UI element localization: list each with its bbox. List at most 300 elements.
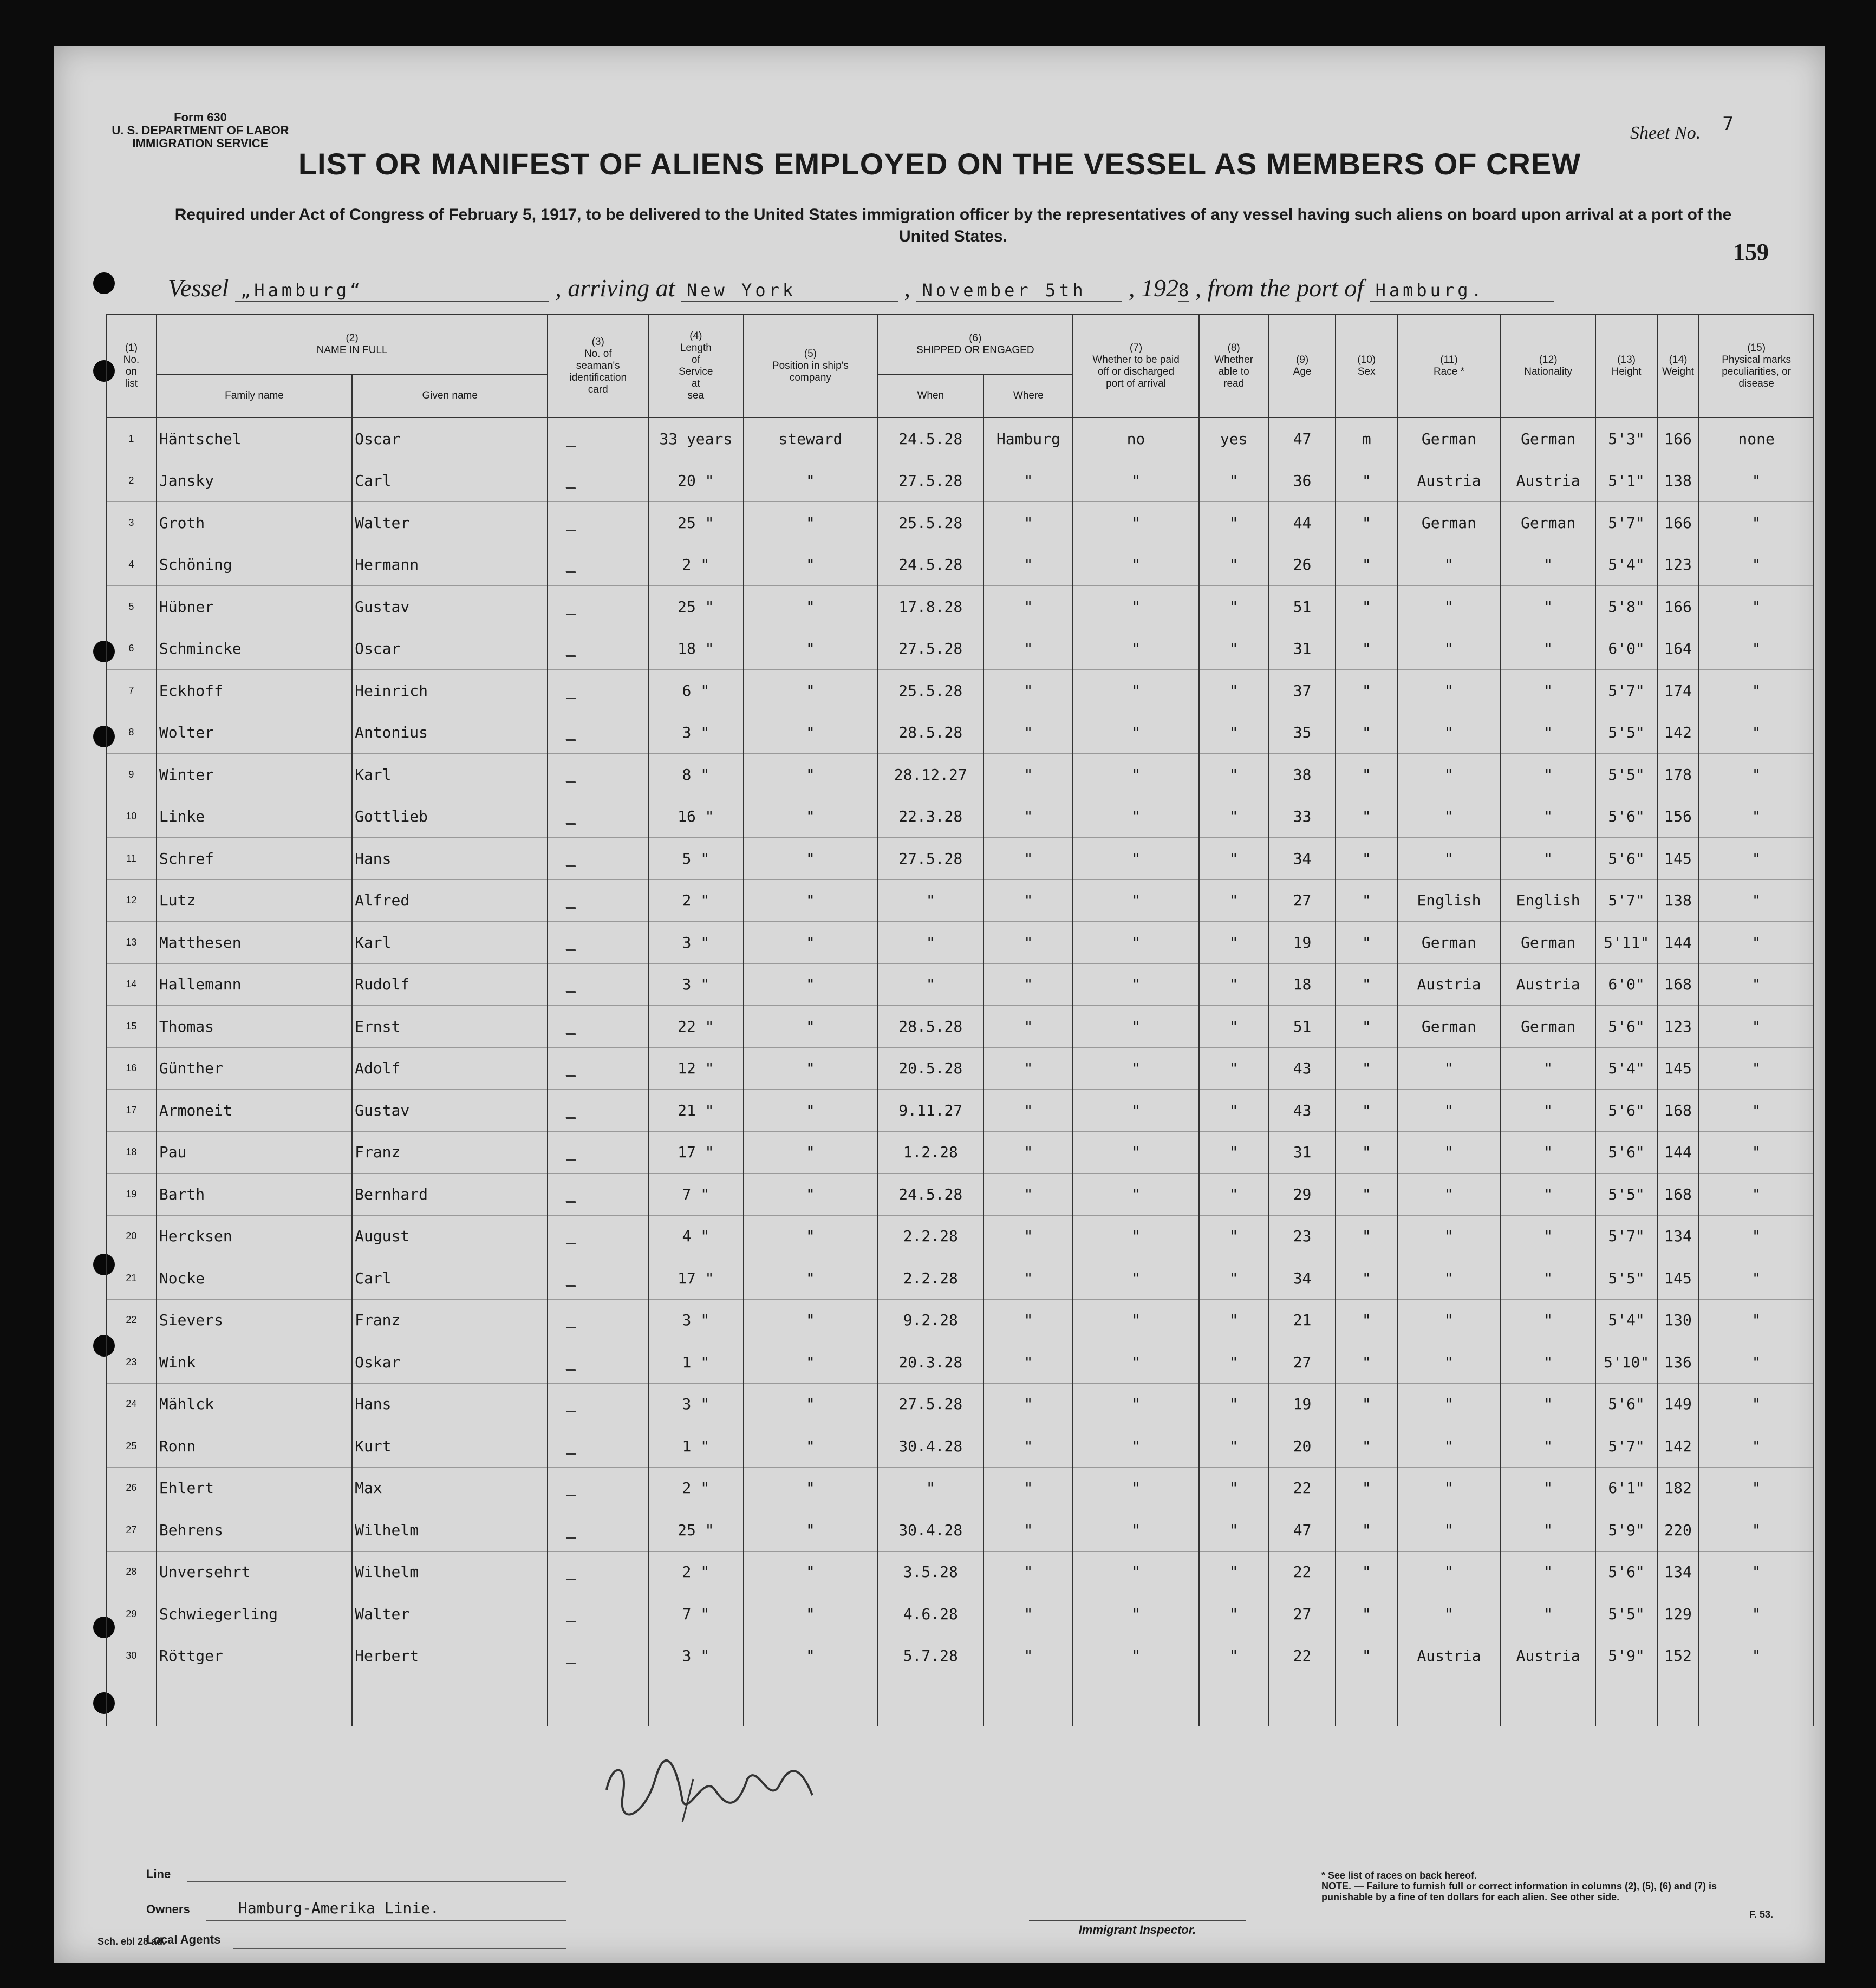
able-to-read-cell: ": [1199, 1090, 1269, 1132]
engaged-when-cell: 24.5.28: [877, 418, 983, 460]
race-cell: ": [1397, 838, 1501, 880]
footnotes: [1321, 1870, 1744, 1902]
length-of-service-cell: 2 ": [648, 544, 743, 586]
paid-off-cell: ": [1073, 1341, 1198, 1384]
given-name-cell: Gustav: [352, 1090, 548, 1132]
table-row: [106, 1425, 1814, 1468]
checkmark-icon: [560, 1223, 636, 1245]
race-cell: ": [1397, 1467, 1501, 1509]
able-to-read-cell: ": [1199, 1593, 1269, 1635]
race-cell: ": [1397, 796, 1501, 838]
weight-cell: 142: [1657, 712, 1699, 754]
engaged-where-cell: ": [983, 1090, 1073, 1132]
table-row: [106, 1174, 1814, 1216]
page-title: LIST OR MANIFEST OF ALIENS EMPLOYED ON THE VESSEL AS MEMBERS OF CREW: [298, 147, 1581, 181]
race-cell: ": [1397, 586, 1501, 628]
weight-cell: 138: [1657, 460, 1699, 502]
nationality-cell: German: [1501, 922, 1595, 964]
checkmark-icon: [560, 972, 636, 993]
agents-rule: [233, 1948, 566, 1949]
row-number-cell: 24: [106, 1383, 157, 1425]
engaged-where-cell: ": [983, 1047, 1073, 1090]
able-to-read-cell: ": [1199, 1551, 1269, 1593]
length-of-service-cell: 33 years: [648, 418, 743, 460]
id-card-check-cell: [548, 1047, 648, 1090]
age-cell: 43: [1269, 1047, 1336, 1090]
engaged-where-cell: ": [983, 1299, 1073, 1341]
height-cell: 5'6": [1595, 1131, 1657, 1174]
blank-cell: [1073, 1677, 1198, 1726]
paid-off-cell: ": [1073, 586, 1198, 628]
checkmark-icon: [560, 678, 636, 700]
engaged-when-cell: 4.6.28: [877, 1593, 983, 1635]
sex-cell: ": [1336, 1174, 1397, 1216]
engaged-where-cell: ": [983, 1006, 1073, 1048]
penalty-note: NOTE. — Failure to furnish full or correct information in columns (2), (5), (6) and (7) is punishable by a fine of ten dollars for each alien. See other side.: [1321, 1881, 1717, 1902]
engaged-where-cell: ": [983, 1131, 1073, 1174]
able-to-read-cell: ": [1199, 1383, 1269, 1425]
given-name-cell: Kurt: [352, 1425, 548, 1468]
nationality-cell: English: [1501, 879, 1595, 922]
checkmark-icon: [560, 846, 636, 868]
able-to-read-cell: ": [1199, 586, 1269, 628]
checkmark-icon: [560, 1307, 636, 1329]
paid-off-cell: ": [1073, 1635, 1198, 1677]
physical-marks-cell: ": [1699, 1593, 1814, 1635]
nationality-cell: ": [1501, 1551, 1595, 1593]
able-to-read-cell: ": [1199, 1635, 1269, 1677]
ship-position-cell: ": [744, 1257, 878, 1300]
race-cell: ": [1397, 1299, 1501, 1341]
engaged-where-cell: ": [983, 670, 1073, 712]
family-name-cell: Schref: [157, 838, 352, 880]
height-cell: 5'3": [1595, 418, 1657, 460]
length-of-service-cell: 17 ": [648, 1131, 743, 1174]
sex-cell: ": [1336, 879, 1397, 922]
checkmark-icon: [560, 930, 636, 951]
nationality-cell: ": [1501, 1593, 1595, 1635]
col-shipped-title: SHIPPED OR ENGAGED: [916, 344, 1034, 356]
local-agents-label: Local Agents: [146, 1933, 221, 1946]
given-name-cell: Carl: [352, 460, 548, 502]
checkmark-icon: [560, 1391, 636, 1413]
weight-cell: 178: [1657, 754, 1699, 796]
race-cell: German: [1397, 502, 1501, 544]
given-name-cell: Ernst: [352, 1006, 548, 1048]
blank-cell: [983, 1677, 1073, 1726]
sex-cell: ": [1336, 963, 1397, 1006]
physical-marks-cell: ": [1699, 1174, 1814, 1216]
table-row: [106, 670, 1814, 712]
col-name-title: NAME IN FULL: [316, 344, 388, 356]
ship-position-cell: ": [744, 1509, 878, 1552]
sex-cell: ": [1336, 1383, 1397, 1425]
paid-off-cell: ": [1073, 1299, 1198, 1341]
blank-cell: [1657, 1677, 1699, 1726]
table-row: [106, 1551, 1814, 1593]
engaged-where-cell: ": [983, 1257, 1073, 1300]
race-cell: ": [1397, 1425, 1501, 1468]
family-name-cell: Behrens: [157, 1509, 352, 1552]
id-card-check-cell: [548, 1635, 648, 1677]
row-number-cell: 9: [106, 754, 157, 796]
table-row: [106, 712, 1814, 754]
length-of-service-cell: 17 ": [648, 1257, 743, 1300]
weight-cell: 145: [1657, 838, 1699, 880]
nationality-cell: ": [1501, 1174, 1595, 1216]
blank-cell: [744, 1677, 878, 1726]
able-to-read-cell: ": [1199, 1467, 1269, 1509]
sex-cell: ": [1336, 796, 1397, 838]
physical-marks-cell: ": [1699, 1341, 1814, 1384]
col-name-number: (2): [346, 333, 359, 344]
id-card-check-cell: [548, 1299, 648, 1341]
id-card-check-cell: [548, 1509, 648, 1552]
age-cell: 23: [1269, 1215, 1336, 1257]
given-name-cell: August: [352, 1215, 548, 1257]
blank-cell: [1336, 1677, 1397, 1726]
race-cell: ": [1397, 1551, 1501, 1593]
row-number-cell: 14: [106, 963, 157, 1006]
sex-cell: ": [1336, 1467, 1397, 1509]
nationality-cell: ": [1501, 1215, 1595, 1257]
length-of-service-cell: 6 ": [648, 670, 743, 712]
blank-cell: [352, 1677, 548, 1726]
col-service-header: (4) Length of Service at sea: [648, 315, 743, 418]
family-name-cell: Matthesen: [157, 922, 352, 964]
sex-cell: ": [1336, 1257, 1397, 1300]
nationality-cell: ": [1501, 1299, 1595, 1341]
table-row: [106, 879, 1814, 922]
table-row: [106, 1383, 1814, 1425]
engaged-when-cell: 30.4.28: [877, 1509, 983, 1552]
length-of-service-cell: 1 ": [648, 1341, 743, 1384]
age-cell: 47: [1269, 418, 1336, 460]
height-cell: 5'6": [1595, 796, 1657, 838]
checkmark-icon: [560, 1266, 636, 1287]
weight-cell: 220: [1657, 1509, 1699, 1552]
col-age-header: (9) Age: [1269, 315, 1336, 418]
able-to-read-cell: ": [1199, 879, 1269, 922]
id-card-check-cell: [548, 963, 648, 1006]
age-cell: 19: [1269, 922, 1336, 964]
height-cell: 5'6": [1595, 1383, 1657, 1425]
row-number-cell: 25: [106, 1425, 157, 1468]
id-card-check-cell: [548, 670, 648, 712]
paid-off-cell: ": [1073, 1131, 1198, 1174]
checkmark-icon: [560, 1139, 636, 1161]
row-number-cell: 22: [106, 1299, 157, 1341]
given-name-cell: Karl: [352, 922, 548, 964]
given-name-cell: Oscar: [352, 418, 548, 460]
table-row: [106, 1090, 1814, 1132]
race-cell: Austria: [1397, 460, 1501, 502]
age-cell: 21: [1269, 1299, 1336, 1341]
weight-cell: 166: [1657, 586, 1699, 628]
height-cell: 5'1": [1595, 460, 1657, 502]
ship-position-cell: ": [744, 1006, 878, 1048]
given-name-cell: Alfred: [352, 879, 548, 922]
nationality-cell: ": [1501, 1047, 1595, 1090]
race-cell: ": [1397, 1174, 1501, 1216]
id-card-check-cell: [548, 879, 648, 922]
sex-cell: ": [1336, 1341, 1397, 1384]
length-of-service-cell: 3 ": [648, 1635, 743, 1677]
length-of-service-cell: 3 ": [648, 922, 743, 964]
vessel-label: Vessel: [168, 274, 229, 302]
weight-cell: 145: [1657, 1257, 1699, 1300]
paid-off-cell: ": [1073, 1551, 1198, 1593]
table-row: [106, 1593, 1814, 1635]
sex-cell: ": [1336, 1593, 1397, 1635]
length-of-service-cell: 3 ": [648, 1383, 743, 1425]
engaged-where-cell: ": [983, 712, 1073, 754]
engaged-when-cell: 24.5.28: [877, 544, 983, 586]
age-cell: 51: [1269, 1006, 1336, 1048]
sex-cell: ": [1336, 1425, 1397, 1468]
blank-cell: [157, 1677, 352, 1726]
able-to-read-cell: yes: [1199, 418, 1269, 460]
physical-marks-cell: ": [1699, 1635, 1814, 1677]
able-to-read-cell: ": [1199, 754, 1269, 796]
ship-position-cell: ": [744, 1593, 878, 1635]
nationality-cell: ": [1501, 1341, 1595, 1384]
table-row: [106, 586, 1814, 628]
weight-cell: 168: [1657, 963, 1699, 1006]
paid-off-cell: ": [1073, 963, 1198, 1006]
length-of-service-cell: 16 ": [648, 796, 743, 838]
table-row: [106, 796, 1814, 838]
form-id-line: U. S. DEPARTMENT OF LABOR: [112, 123, 289, 137]
ship-position-cell: ": [744, 1383, 878, 1425]
weight-cell: 164: [1657, 628, 1699, 670]
weight-cell: 152: [1657, 1635, 1699, 1677]
length-of-service-cell: 25 ": [648, 1509, 743, 1552]
able-to-read-cell: ": [1199, 1257, 1269, 1300]
id-card-check-cell: [548, 1383, 648, 1425]
family-name-cell: Thomas: [157, 1006, 352, 1048]
length-of-service-cell: 25 ": [648, 502, 743, 544]
table-row: [106, 1635, 1814, 1677]
paid-off-cell: ": [1073, 922, 1198, 964]
family-name-cell: Winter: [157, 754, 352, 796]
checkmark-icon: [560, 1559, 636, 1581]
col-given-name-header: Given name: [352, 374, 548, 418]
engaged-where-cell: ": [983, 796, 1073, 838]
given-name-cell: Wilhelm: [352, 1509, 548, 1552]
col-sex-header: (10) Sex: [1336, 315, 1397, 418]
able-to-read-cell: ": [1199, 1341, 1269, 1384]
nationality-cell: ": [1501, 838, 1595, 880]
race-cell: ": [1397, 1215, 1501, 1257]
given-name-cell: Oscar: [352, 628, 548, 670]
given-name-cell: Antonius: [352, 712, 548, 754]
paid-off-cell: ": [1073, 1047, 1198, 1090]
crew-table: [106, 314, 1814, 1726]
physical-marks-cell: ": [1699, 1090, 1814, 1132]
engaged-when-cell: 25.5.28: [877, 502, 983, 544]
id-card-check-cell: [548, 586, 648, 628]
age-cell: 34: [1269, 838, 1336, 880]
ship-position-cell: ": [744, 963, 878, 1006]
paid-off-cell: ": [1073, 1006, 1198, 1048]
ship-position-cell: ": [744, 586, 878, 628]
engaged-where-cell: ": [983, 1551, 1073, 1593]
paid-off-cell: ": [1073, 879, 1198, 922]
nationality-cell: Austria: [1501, 963, 1595, 1006]
engaged-when-cell: ": [877, 963, 983, 1006]
physical-marks-cell: ": [1699, 586, 1814, 628]
age-cell: 22: [1269, 1467, 1336, 1509]
blank-cell: [877, 1677, 983, 1726]
checkmark-icon: [560, 1517, 636, 1539]
given-name-cell: Gustav: [352, 586, 548, 628]
able-to-read-cell: ": [1199, 1299, 1269, 1341]
paid-off-cell: ": [1073, 1215, 1198, 1257]
engaged-when-cell: ": [877, 1467, 983, 1509]
col-id-card-header: (3) No. of seaman's identification card: [548, 315, 648, 418]
family-name-cell: Armoneit: [157, 1090, 352, 1132]
year-value: 8: [1178, 280, 1189, 301]
sex-cell: ": [1336, 544, 1397, 586]
id-card-check-cell: [548, 1593, 648, 1635]
length-of-service-cell: 2 ": [648, 879, 743, 922]
engaged-when-cell: 22.3.28: [877, 796, 983, 838]
physical-marks-cell: ": [1699, 1047, 1814, 1090]
age-cell: 27: [1269, 1593, 1336, 1635]
given-name-cell: Franz: [352, 1131, 548, 1174]
engaged-when-cell: 25.5.28: [877, 670, 983, 712]
nationality-cell: ": [1501, 1090, 1595, 1132]
able-to-read-cell: ": [1199, 460, 1269, 502]
sex-cell: ": [1336, 1215, 1397, 1257]
able-to-read-cell: ": [1199, 796, 1269, 838]
checkmark-icon: [560, 426, 636, 448]
id-card-check-cell: [548, 1257, 648, 1300]
able-to-read-cell: ": [1199, 1509, 1269, 1552]
given-name-cell: Carl: [352, 1257, 548, 1300]
age-cell: 31: [1269, 1131, 1336, 1174]
row-number-cell: 3: [106, 502, 157, 544]
age-cell: 18: [1269, 963, 1336, 1006]
family-name-cell: Hallemann: [157, 963, 352, 1006]
form-identifier: [87, 111, 314, 150]
length-of-service-cell: 3 ": [648, 712, 743, 754]
family-name-cell: Pau: [157, 1131, 352, 1174]
row-number-cell: 18: [106, 1131, 157, 1174]
id-card-check-cell: [548, 628, 648, 670]
able-to-read-cell: ": [1199, 628, 1269, 670]
engaged-where-cell: ": [983, 1174, 1073, 1216]
ship-position-cell: ": [744, 1425, 878, 1468]
ship-position-cell: ": [744, 796, 878, 838]
able-to-read-cell: ": [1199, 838, 1269, 880]
engaged-when-cell: 20.3.28: [877, 1341, 983, 1384]
age-cell: 51: [1269, 586, 1336, 628]
arrival-date: November 5th: [916, 280, 1122, 302]
race-footnote: * See list of races on back hereof.: [1321, 1870, 1477, 1881]
height-cell: 5'4": [1595, 1047, 1657, 1090]
nationality-cell: ": [1501, 586, 1595, 628]
length-of-service-cell: 5 ": [648, 838, 743, 880]
height-cell: 5'7": [1595, 1425, 1657, 1468]
weight-cell: 166: [1657, 418, 1699, 460]
checkmark-icon: [560, 636, 636, 657]
engaged-when-cell: 1.2.28: [877, 1131, 983, 1174]
row-number-cell: 2: [106, 460, 157, 502]
engaged-where-cell: ": [983, 838, 1073, 880]
family-name-cell: Eckhoff: [157, 670, 352, 712]
row-number-cell: 7: [106, 670, 157, 712]
given-name-cell: Bernhard: [352, 1174, 548, 1216]
engaged-when-cell: 28.5.28: [877, 1006, 983, 1048]
engaged-when-cell: 27.5.28: [877, 460, 983, 502]
id-card-check-cell: [548, 1467, 648, 1509]
race-cell: ": [1397, 1090, 1501, 1132]
family-name-cell: Barth: [157, 1174, 352, 1216]
ship-position-cell: ": [744, 628, 878, 670]
row-number-cell: 10: [106, 796, 157, 838]
paid-off-cell: ": [1073, 1593, 1198, 1635]
length-of-service-cell: 22 ": [648, 1006, 743, 1048]
table-row: [106, 502, 1814, 544]
blank-cell: [1699, 1677, 1814, 1726]
from-port-label: , from the port of: [1195, 274, 1364, 302]
given-name-cell: Walter: [352, 502, 548, 544]
id-card-check-cell: [548, 1090, 648, 1132]
height-cell: 5'5": [1595, 712, 1657, 754]
engaged-where-cell: ": [983, 1341, 1073, 1384]
height-cell: 5'4": [1595, 1299, 1657, 1341]
checkmark-icon: [560, 888, 636, 909]
physical-marks-cell: ": [1699, 754, 1814, 796]
race-cell: ": [1397, 628, 1501, 670]
height-cell: 5'7": [1595, 502, 1657, 544]
row-number-cell: 11: [106, 838, 157, 880]
length-of-service-cell: 4 ": [648, 1215, 743, 1257]
engaged-where-cell: ": [983, 963, 1073, 1006]
table-row: [106, 1047, 1814, 1090]
checkmark-icon: [560, 762, 636, 784]
engaged-when-cell: 30.4.28: [877, 1425, 983, 1468]
line-label: Line: [146, 1867, 171, 1881]
weight-cell: 138: [1657, 879, 1699, 922]
physical-marks-cell: ": [1699, 1215, 1814, 1257]
id-card-check-cell: [548, 460, 648, 502]
paid-off-cell: ": [1073, 1509, 1198, 1552]
family-name-cell: Mählck: [157, 1383, 352, 1425]
weight-cell: 168: [1657, 1174, 1699, 1216]
blank-cell: [1595, 1677, 1657, 1726]
id-card-check-cell: [548, 712, 648, 754]
length-of-service-cell: 3 ": [648, 963, 743, 1006]
weight-cell: 145: [1657, 1047, 1699, 1090]
height-cell: 5'5": [1595, 1174, 1657, 1216]
print-code-right: F. 53.: [1749, 1909, 1774, 1920]
engaged-when-cell: 28.5.28: [877, 712, 983, 754]
age-cell: 33: [1269, 796, 1336, 838]
engaged-where-cell: ": [983, 1509, 1073, 1552]
age-cell: 22: [1269, 1635, 1336, 1677]
arrival-port: New York: [681, 280, 898, 302]
age-cell: 19: [1269, 1383, 1336, 1425]
sex-cell: ": [1336, 754, 1397, 796]
sex-cell: ": [1336, 460, 1397, 502]
ship-position-cell: ": [744, 1341, 878, 1384]
table-row: [106, 1131, 1814, 1174]
id-card-check-cell: [548, 544, 648, 586]
height-cell: 6'0": [1595, 628, 1657, 670]
